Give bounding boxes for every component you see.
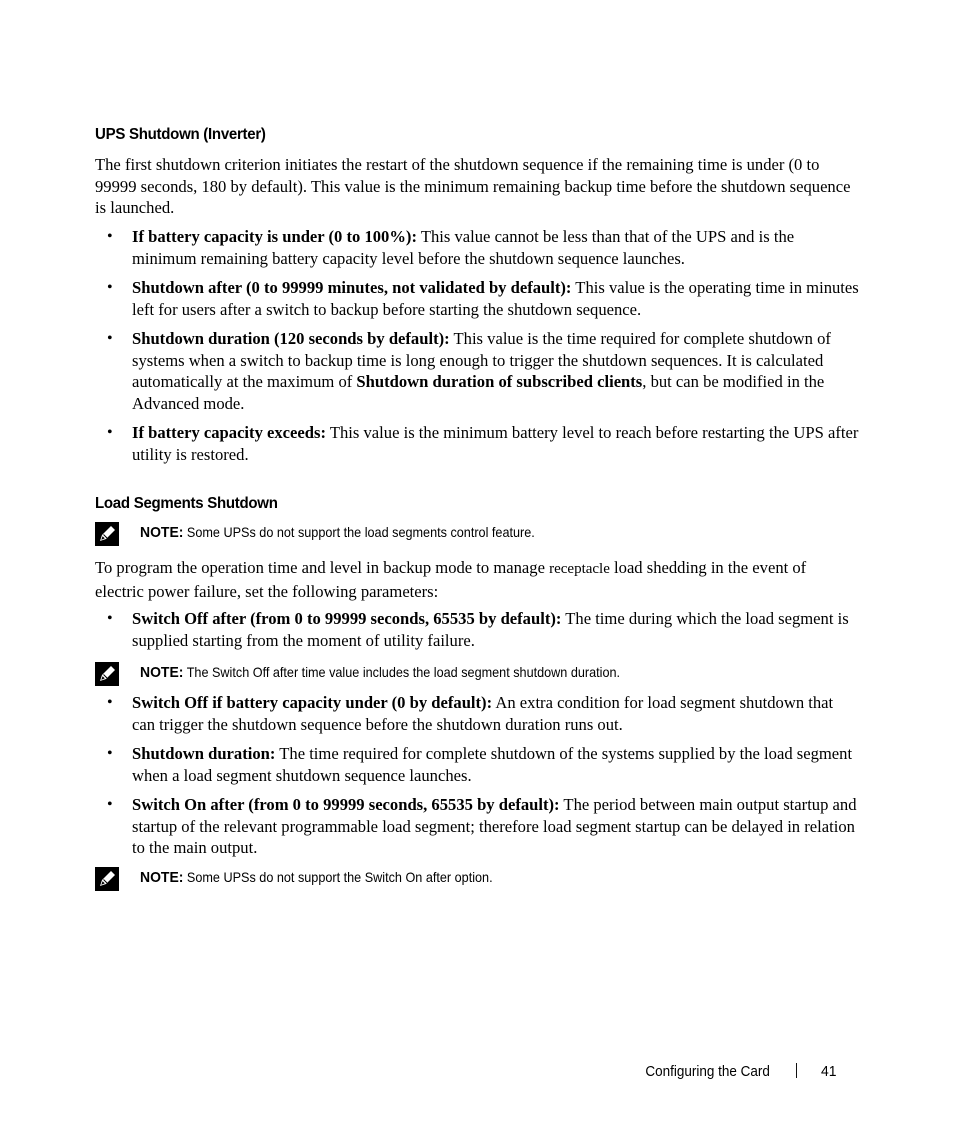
bullet-label: Shutdown after (0 to 99999 minutes, not validated by default): — [132, 278, 572, 297]
bullet-text-tail: , but can be modified in the Advanced mode. — [132, 372, 825, 413]
list-item — [95, 277, 860, 320]
section-heading-load-segments: Load Segments Shutdown — [95, 495, 278, 512]
bullet-text: This value is the minimum battery level to reach before restarting the UPS after utility is restored. — [132, 423, 859, 464]
bullet-label: Switch On after (from 0 to 99999 seconds, 65535 by default): — [132, 795, 560, 814]
note-switch-off-after — [95, 662, 875, 686]
bullet-icon: • — [107, 796, 113, 813]
list-item — [95, 794, 860, 859]
footer-chapter-title: Configuring the Card — [644, 1064, 770, 1080]
bullet-text: The period between main output startup and startup of the relevant programmable load segment; therefore load segment startup can be delayed in relation to the main output. — [132, 795, 857, 857]
section-heading-ups-shutdown: UPS Shutdown (Inverter) — [95, 126, 266, 143]
list-item — [95, 743, 860, 786]
note-label: NOTE: — [140, 524, 184, 541]
note-text: Some UPSs do not support the Switch On after option. — [183, 870, 493, 885]
intro-text-small: receptacle — [549, 561, 610, 577]
bullet-icon: • — [107, 694, 113, 711]
bullet-label: If battery capacity is under (0 to 100%): — [132, 227, 417, 246]
bullet-label: Shutdown duration (120 seconds by default): — [132, 329, 450, 348]
bullet-text: The time during which the load segment is supplied starting from the moment of utility failure. — [132, 609, 849, 650]
bullet-label: Shutdown duration: — [132, 744, 276, 763]
load-segments-bullet-list-2 — [95, 692, 860, 867]
bullet-text: An extra condition for load segment shutdown that can trigger the shutdown sequence before the shutdown duration runs out. — [132, 693, 834, 734]
load-segments-intro-paragraph — [95, 557, 855, 602]
list-item — [95, 692, 860, 735]
bullet-icon: • — [107, 330, 113, 347]
bullet-label: If battery capacity exceeds: — [132, 423, 326, 442]
list-item — [95, 328, 860, 414]
load-segments-bullet-list-1 — [95, 608, 860, 659]
intro-text-end: load shedding in the event of electric power failure, set the following parameters: — [95, 558, 807, 601]
section-intro-paragraph: The first shutdown criterion initiates the restart of the shutdown sequence if the remaining time is under (0 to 99999 seconds, 180 by default). This value is the minimum remaining backup time before the shutdown sequence is launched. — [95, 155, 851, 217]
bullet-icon: • — [107, 279, 113, 296]
note-load-segments — [95, 522, 875, 546]
bullet-icon: • — [107, 424, 113, 441]
bullet-text: This value cannot be less than that of the UPS and is the minimum remaining battery capacity level before the shutdown sequence launches. — [132, 227, 795, 268]
page-footer — [645, 1063, 836, 1080]
bullet-text: This value is the operating time in minutes left for users after a switch to backup before starting the shutdown sequence. — [132, 278, 859, 319]
bullet-text: The time required for complete shutdown of the systems supplied by the load segment when a load segment shutdown sequence launches. — [132, 744, 853, 785]
note-label: NOTE: — [140, 664, 184, 681]
list-item — [95, 422, 860, 465]
note-text: Some UPSs do not support the load segments control feature. — [183, 525, 535, 540]
intro-text: To program the operation time and level in backup mode to manage — [95, 558, 550, 577]
note-label: NOTE: — [140, 869, 184, 886]
note-switch-on-after — [95, 867, 875, 891]
bullet-text: This value is the time required for complete shutdown of systems when a switch to backup time is long enough to trigger the shutdown sequences. It is calculated automatically at the maximum of — [132, 329, 831, 391]
bullet-label: Switch Off after (from 0 to 99999 seconds, 65535 by default): — [132, 609, 562, 628]
bullet-icon: • — [107, 610, 113, 627]
list-item — [95, 608, 860, 651]
note-text: The Switch Off after time value includes the load segment shutdown duration. — [183, 665, 621, 680]
bullet-icon: • — [107, 745, 113, 762]
bullet-label: Switch Off if battery capacity under (0 by default): — [132, 693, 493, 712]
note-pencil-icon — [95, 522, 119, 546]
ups-shutdown-bullet-list — [95, 226, 860, 473]
list-item — [95, 226, 860, 269]
note-pencil-icon — [95, 662, 119, 686]
bullet-icon: • — [107, 228, 113, 245]
footer-divider — [795, 1063, 796, 1078]
page-number: 41 — [820, 1063, 836, 1080]
bullet-bold-reference: Shutdown duration of subscribed clients — [356, 372, 643, 391]
note-pencil-icon — [95, 867, 119, 891]
